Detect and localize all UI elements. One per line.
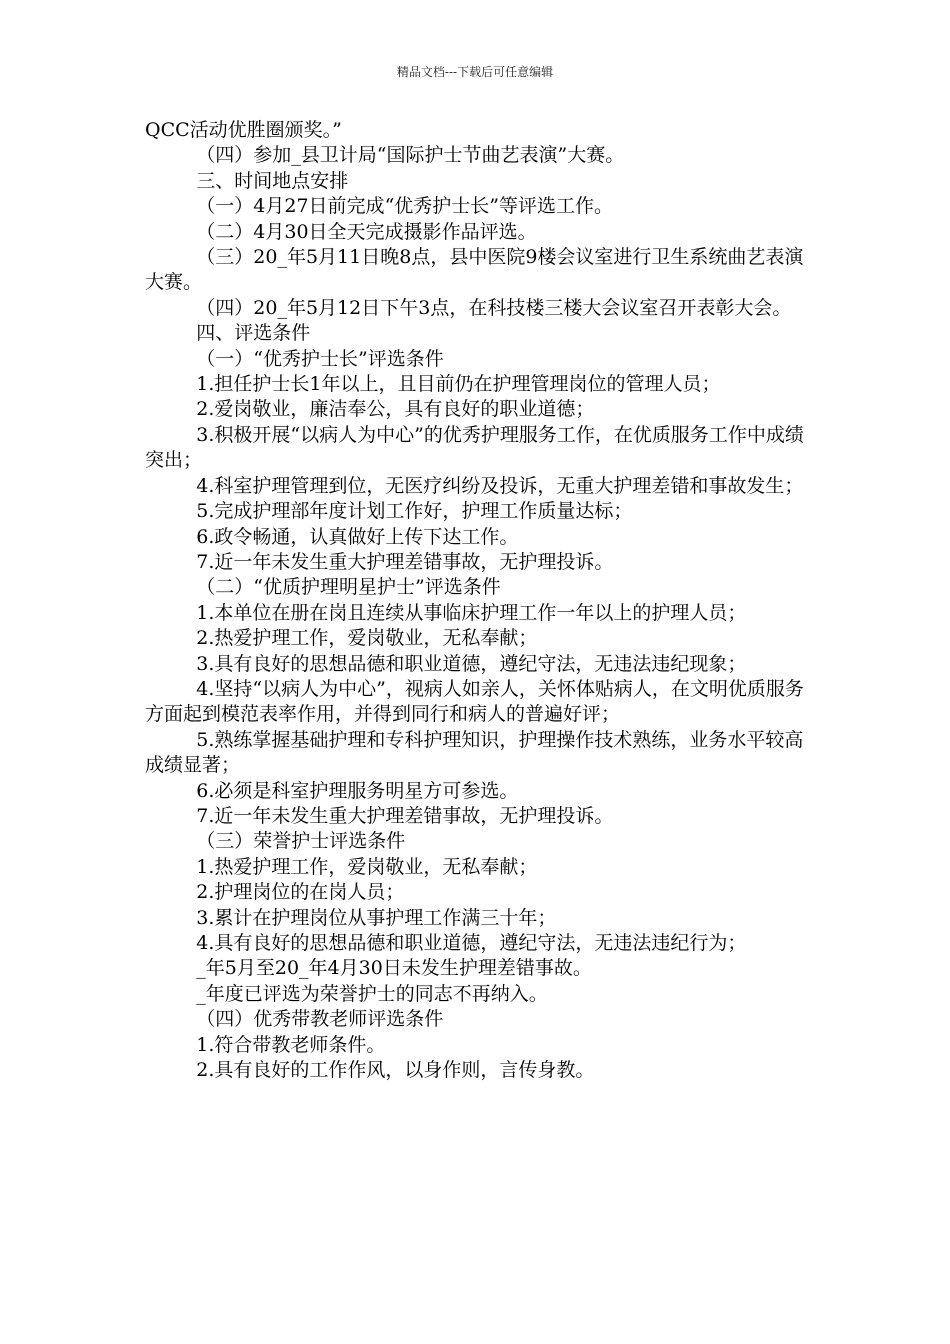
paragraph: QCC活动优胜圈颁奖。” (145, 119, 342, 141)
page-header: 精品文档---下载后可任意编辑 (396, 65, 554, 79)
paragraph: 4.科室护理管理到位，无医疗纠纷及投诉，无重大护理差错和事故发生； (196, 474, 804, 497)
paragraph: 四、评选条件 (196, 322, 311, 345)
paragraph: 4.坚持“以病人为中心”，视病人如亲人，关怀体贴病人，在文明优质服务方面起到模范表率作用，并得到同行和病人的普遍好评； (145, 677, 804, 726)
paragraph: （二）4月30日全天完成摄影作品评选。 (196, 220, 537, 243)
paragraph: 2.热爱护理工作，爱岗敬业，无私奉献； (196, 627, 538, 650)
paragraph: 4.具有良好的思想品德和职业道德，遵纪守法，无违法违纪行为； (196, 932, 747, 954)
paragraph: 3.积极开展“以病人为中心”的优秀护理服务工作，在优质服务工作中成绩突出； (145, 423, 804, 472)
paragraph: 2.具有良好的工作作风，以身作则，言传身教。 (196, 1059, 595, 1082)
paragraph: （一）“优秀护士长”评选条件 (196, 347, 444, 370)
paragraph: 6.必须是科室护理服务明星方可参选。 (196, 779, 519, 802)
paragraph: 7.近一年未发生重大护理差错事故，无护理投诉。 (196, 804, 614, 827)
paragraph: 1.担任护士长1年以上，且目前仍在护理管理岗位的管理人员； (196, 373, 721, 396)
paragraph: （四）参加_县卫计局“国际护士节曲艺表演”大赛。 (196, 144, 625, 167)
paragraph: 1.本单位在册在岗且连续从事临床护理工作一年以上的护理人员； (196, 601, 747, 624)
paragraph: 5.熟练掌握基础护理和专科护理知识，护理操作技术熟练，业务水平较高成绩显著； (145, 728, 804, 777)
paragraph: 1.符合带教老师条件。 (196, 1033, 386, 1056)
paragraph: 2.爱岗敬业，廉洁奉公，具有良好的职业道德； (196, 398, 595, 421)
paragraph: 6.政令畅通，认真做好上传下达工作。 (196, 525, 519, 548)
paragraph: _年5月至20_年4月30日未发生护理差错事故。 (196, 957, 592, 980)
paragraph: （四）20_年5月12日下午3点，在科技楼三楼大会议室召开表彰大会。 (196, 296, 792, 319)
paragraph: 3.累计在护理岗位从事护理工作满三十年； (196, 906, 557, 929)
paragraph: （四）优秀带教老师评选条件 (196, 1008, 444, 1031)
paragraph: 7.近一年未发生重大护理差错事故，无护理投诉。 (196, 550, 614, 573)
paragraph: 3.具有良好的思想品德和职业道德，遵纪守法，无违法违纪现象； (196, 652, 747, 675)
paragraph: 2.护理岗位的在岗人员； (196, 881, 405, 904)
paragraph: （三）20_年5月11日晚8点，县中医院9楼会议室进行卫生系统曲艺表演大赛。 (145, 246, 804, 294)
paragraph: （一）4月27日前完成“优秀护士长”等评选工作。 (196, 195, 613, 218)
paragraph: （三）荣誉护士评选条件 (196, 830, 406, 853)
paragraph: _年度已评选为荣誉护士的同志不再纳入。 (196, 982, 548, 1005)
paragraph: 1.热爱护理工作，爱岗敬业，无私奉献； (196, 855, 538, 878)
paragraph: 三、时间地点安排 (196, 169, 349, 192)
paragraph: （二）“优质护理明星护士”评选条件 (196, 576, 501, 599)
document-body (145, 118, 811, 1083)
paragraph: 5.完成护理部年度计划工作好，护理工作质量达标； (196, 500, 633, 523)
